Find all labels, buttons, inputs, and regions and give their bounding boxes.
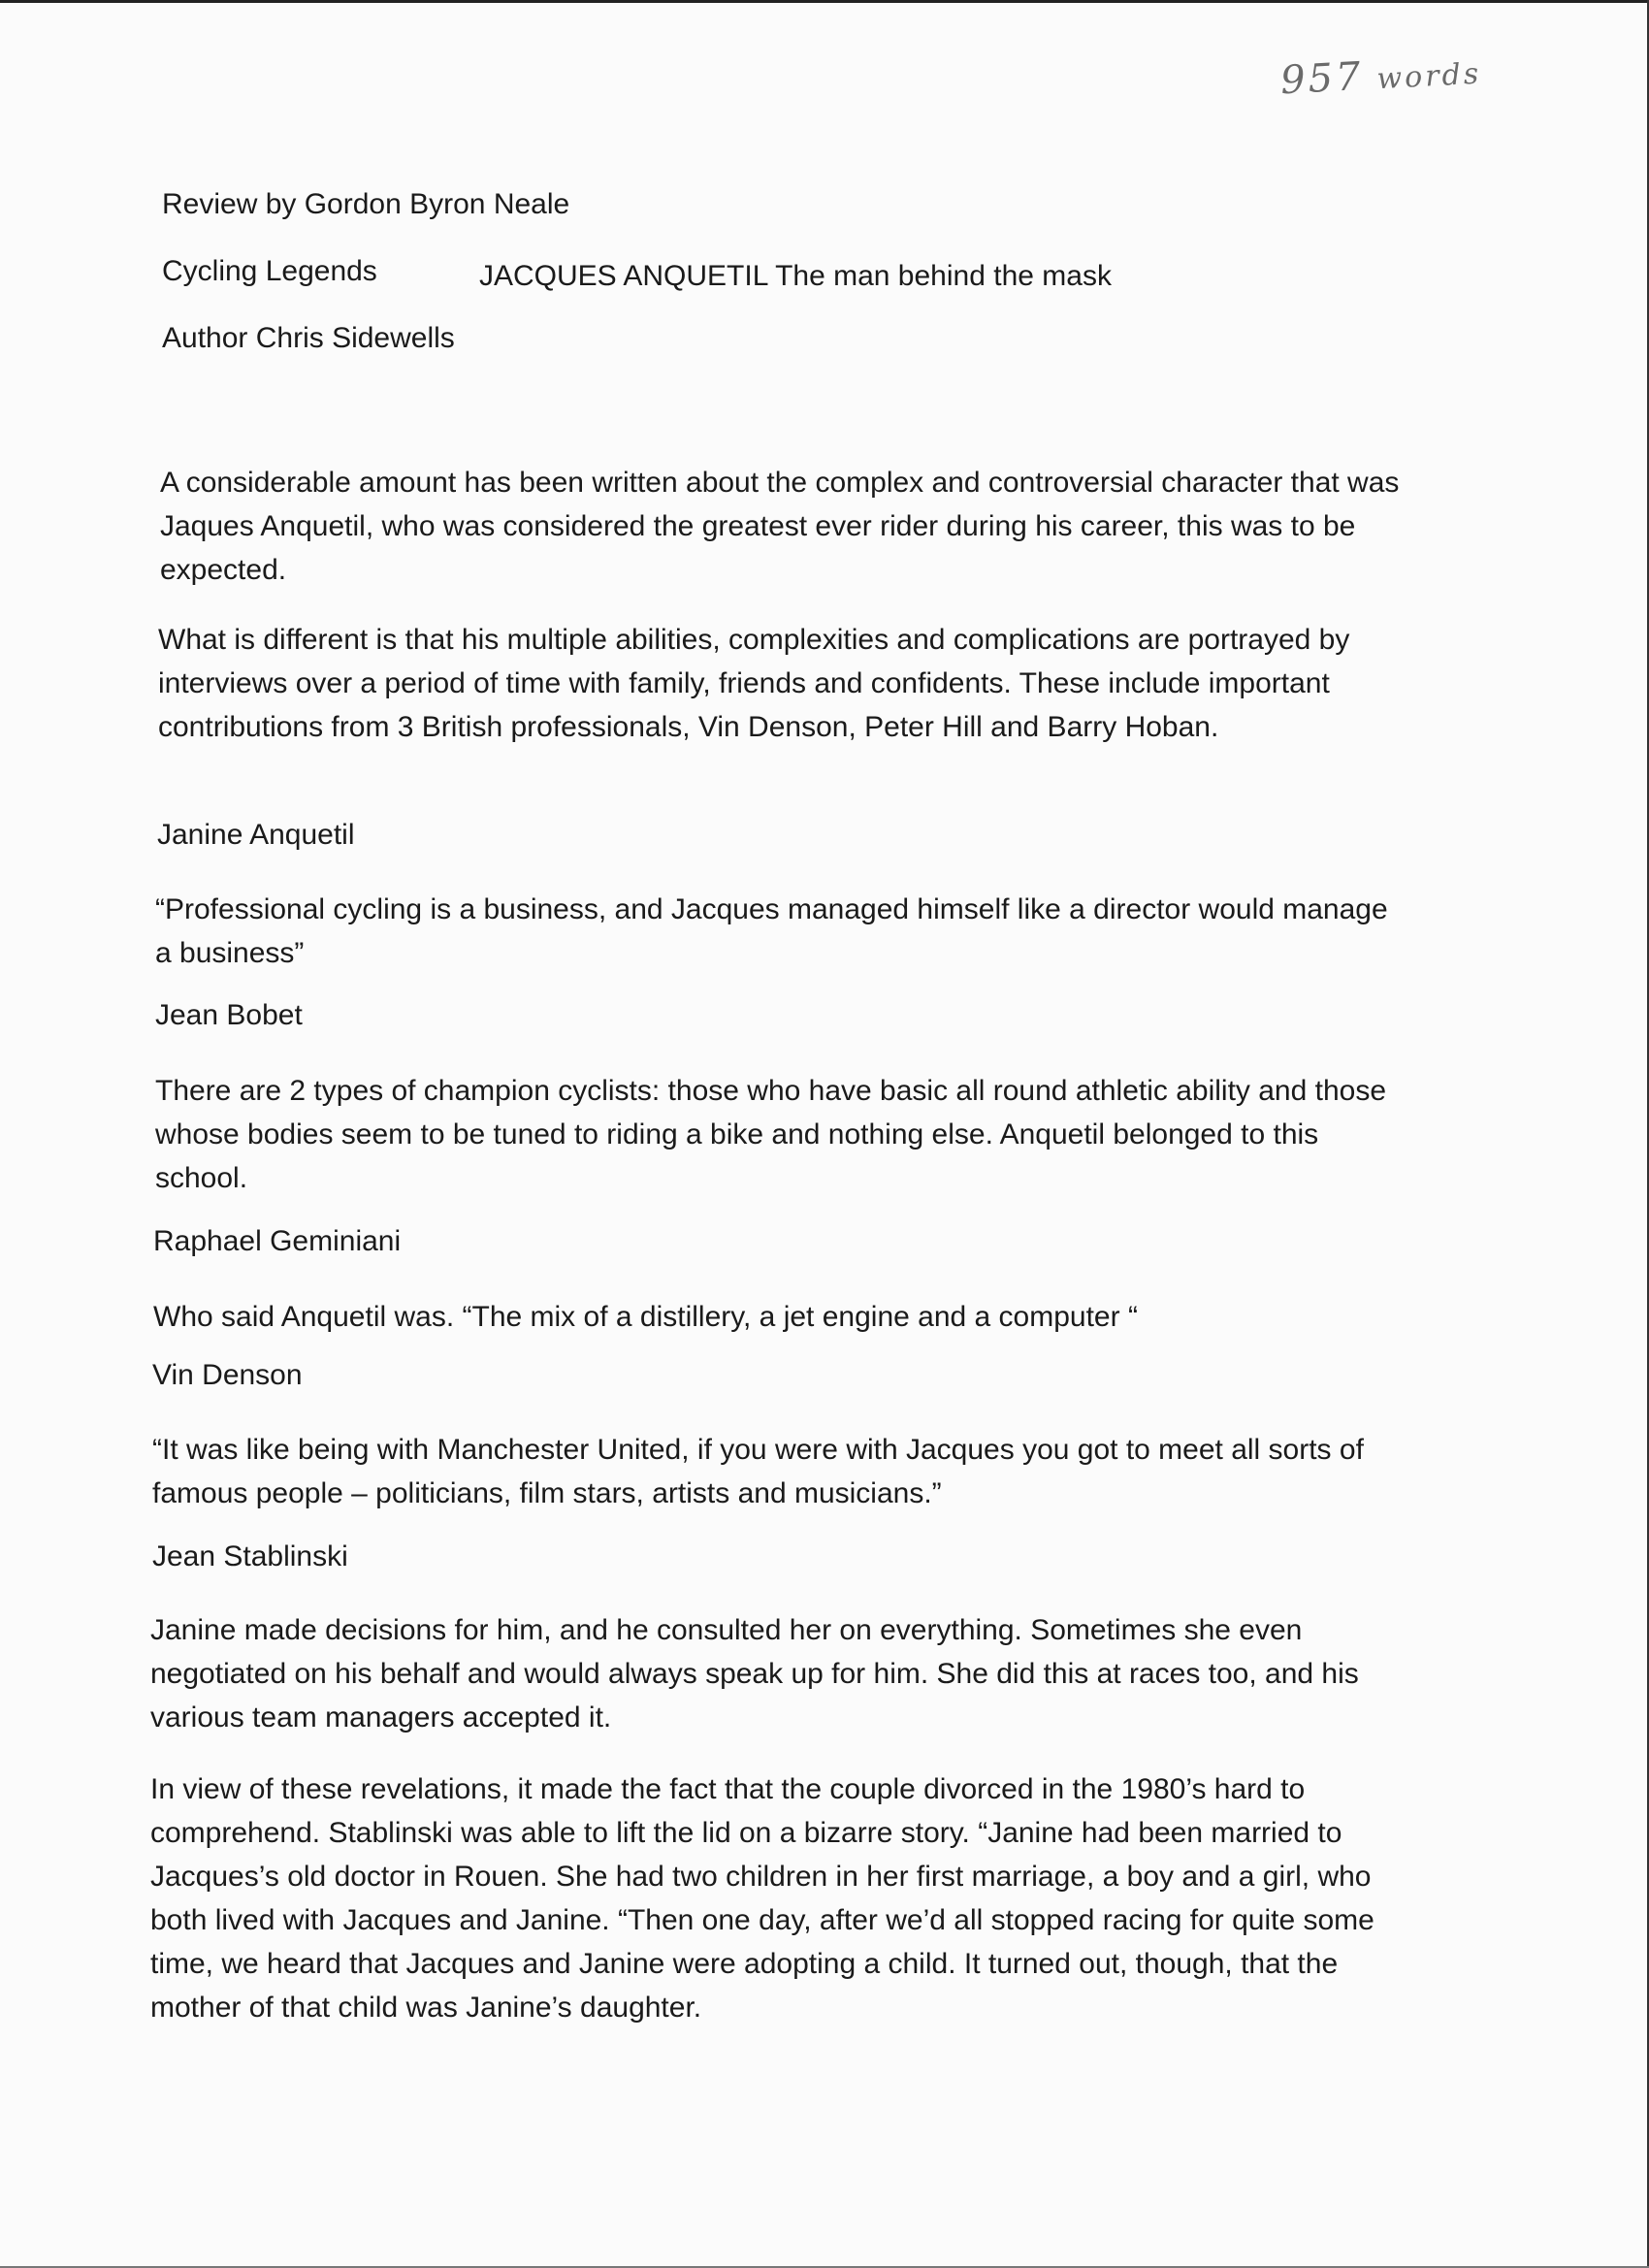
speaker-name: Jean Stablinski	[152, 1540, 348, 1572]
speaker-name: Raphael Geminiani	[153, 1225, 402, 1257]
reviewer-line: Review by Gordon Byron Neale	[162, 188, 570, 220]
difference-paragraph: What is different is that his multiple abilities, complexities and complications are portrayed by interviews over a period of time with family, friends and confidents. These include important contributions from 3 British professionals, Vin Denson, Peter Hill and Barry Hoban.	[158, 624, 1350, 743]
author-line: Author Chris Sidewells	[162, 322, 455, 354]
word-count-number: 957	[1278, 53, 1365, 104]
series-label: Cycling Legends	[162, 255, 377, 287]
speaker-name: Janine Anquetil	[157, 819, 355, 851]
scan-top-edge	[0, 0, 1649, 3]
quote-text: Janine made decisions for him, and he consulted her on everything. Sometimes she even negotiated on his behalf and would always speak up for him. She did this at races too, and his various team managers accepted it.	[150, 1614, 1359, 1733]
quote-text: Who said Anquetil was. “The mix of a distillery, a jet engine and a computer “	[153, 1301, 1138, 1333]
speaker-name: Vin Denson	[152, 1359, 303, 1391]
speaker-name: Jean Bobet	[155, 999, 303, 1031]
word-count-unit: words	[1375, 56, 1483, 97]
handwritten-word-count	[1279, 49, 1482, 104]
intro-paragraph: A considerable amount has been written about the complex and controversial character that was Jaques Anquetil, who was considered the greatest ever rider during his career, this was to be expected.	[160, 467, 1400, 586]
quote-text: “It was like being with Manchester United, if you were with Jacques you got to meet all sorts of famous people – politicians, film stars, artists and musicians.”	[152, 1434, 1364, 1509]
closing-paragraph: In view of these revelations, it made the fact that the couple divorced in the 1980’s hard to comprehend. Stablinski was able to lift the lid on a bizarre story. “Janine had been married to Jacques’s old doctor in Rouen. She had two children in her first marriage, a boy and a girl, who both lived with Jacques and Janine. “Then one day, after we’d all stopped racing for quite some time, we heard that Jacques and Janine were adopting a child. It turned out, though, that the mother of that child was Janine’s daughter.	[150, 1773, 1374, 2024]
quote-text: There are 2 types of champion cyclists: those who have basic all round athletic ability and those whose bodies seem to be tuned to riding a bike and nothing else. Anquetil belonged to this school.	[155, 1075, 1387, 1194]
book-title: JACQUES ANQUETIL The man behind the mask	[479, 260, 1112, 292]
quote-text: “Professional cycling is a business, and Jacques managed himself like a director would manage a business”	[155, 893, 1388, 969]
